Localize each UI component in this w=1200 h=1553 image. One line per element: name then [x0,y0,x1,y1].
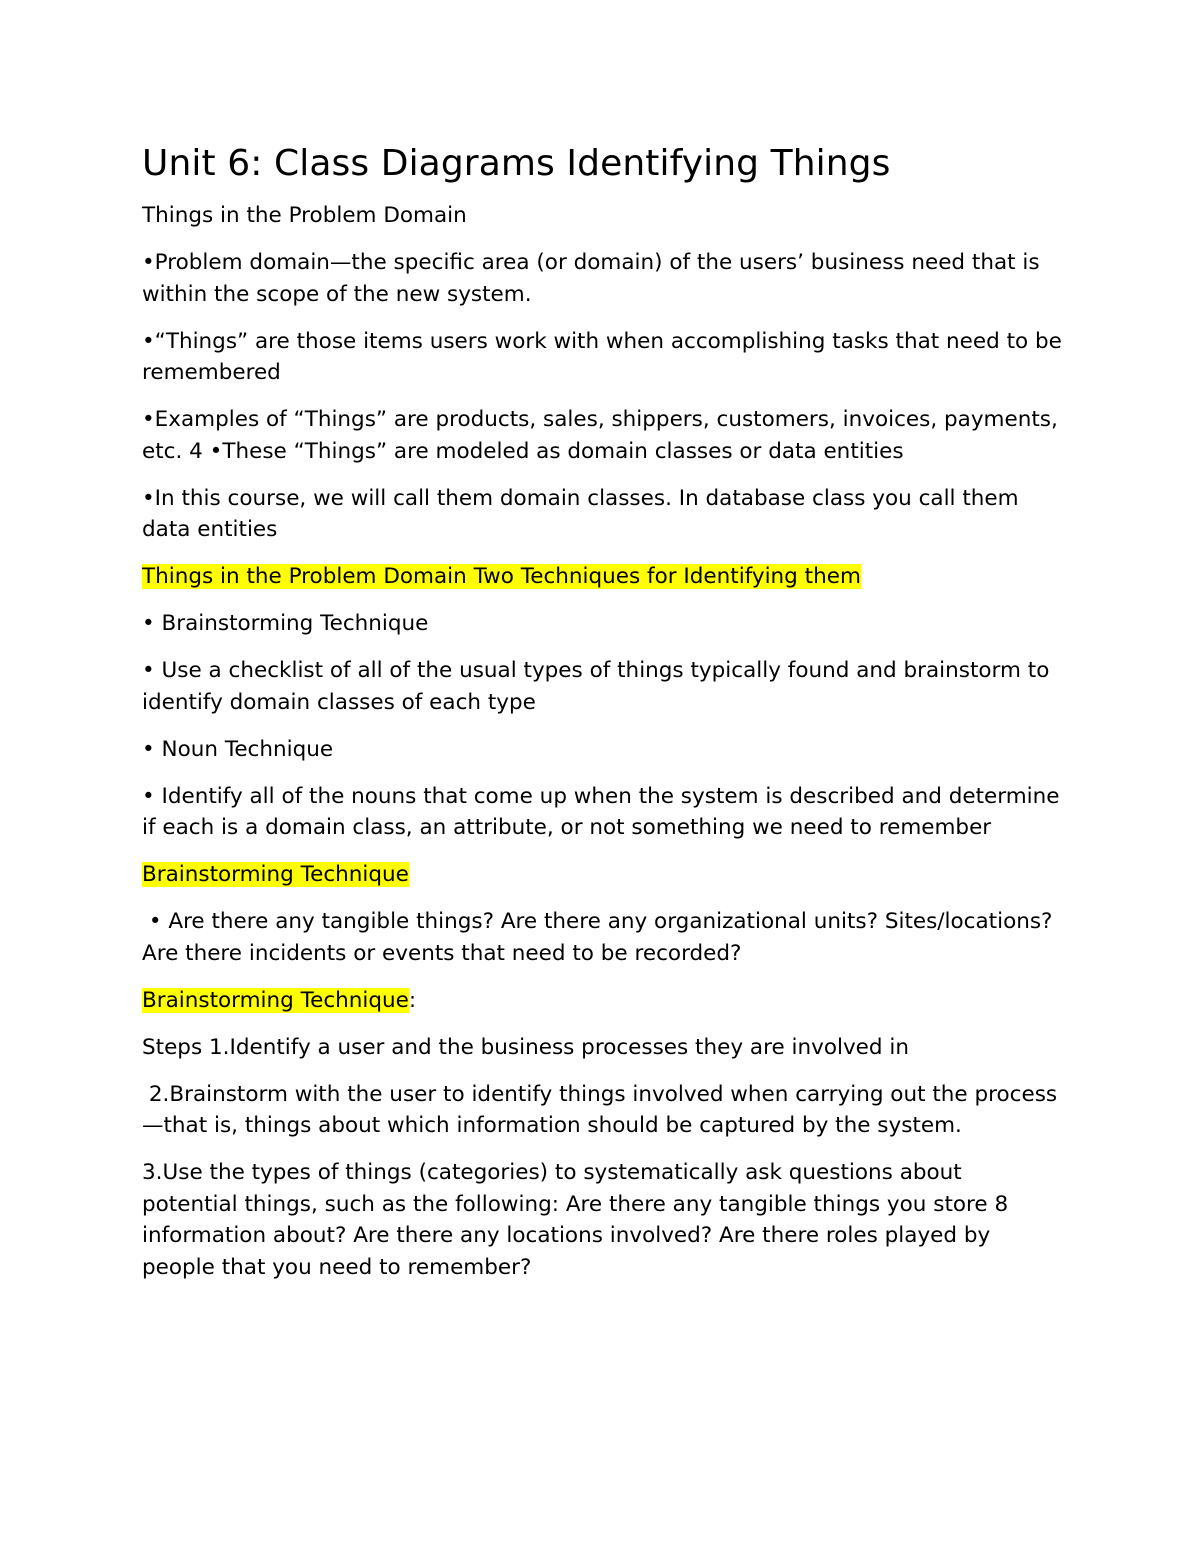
highlighted-heading-brainstorming-steps [142,985,1062,1017]
bullet-things-examples: •Examples of “Things” are products, sales, shippers, customers, invoices, payments, etc. 4 •These “Things” are modeled as domain classes or data entities [142,407,1065,464]
highlight-mark: Brainstorming Technique [142,862,409,887]
highlight-mark: Brainstorming Technique [142,987,409,1013]
bullet-noun-technique: • Noun Technique [142,736,334,762]
bullet-things-definition: •“Things” are those items users work with when accomplishing tasks that need to be remembered [142,328,1069,385]
bullet-brainstorming-questions: • Are there any tangible things? Are there any organizational units? Sites/locations? Are there incidents or events that need to be recorded? [142,909,1060,966]
bullet-problem-domain-definition: •Problem domain—the specific area (or domain) of the users’ business need that is within the scope of the new system. [142,250,1047,307]
highlight-mark: Things in the Problem Domain Two Techniques for Identifying them [142,564,861,589]
bullet-domain-classes: •In this course, we will call them domain classes. In database class you call them data entities [142,485,1026,542]
step-2: 2.Brainstorm with the user to identify things involved when carrying out the process—that is, things about which information should be captured by the system. [142,1081,1058,1138]
bullet-identify-nouns: • Identify all of the nouns that come up when the system is described and determine if each is a domain class, an attribute, or not something we need to remember [142,783,1067,840]
heading-colon: : [408,987,417,1013]
step-3: 3.Use the types of things (categories) to systematically ask questions about potential things, such as the following: Are there any tangible things you store 8 information about? Are there any locations involved? Are there roles played by people that you need to remember? [142,1160,1015,1280]
document-page [142,138,1069,1299]
highlighted-heading-two-techniques [142,561,1062,593]
section-heading-problem-domain: Things in the Problem Domain [142,203,467,228]
bullet-checklist: • Use a checklist of all of the usual types of things typically found and brainstorm to identify domain classes of each type [142,658,1057,715]
highlighted-heading-brainstorming [142,859,1062,891]
bullet-brainstorming-technique: • Brainstorming Technique [142,611,429,636]
step-1: Steps 1.Identify a user and the business processes they are involved in [142,1034,909,1060]
document-title: Unit 6: Class Diagrams Identifying Things [142,143,891,184]
